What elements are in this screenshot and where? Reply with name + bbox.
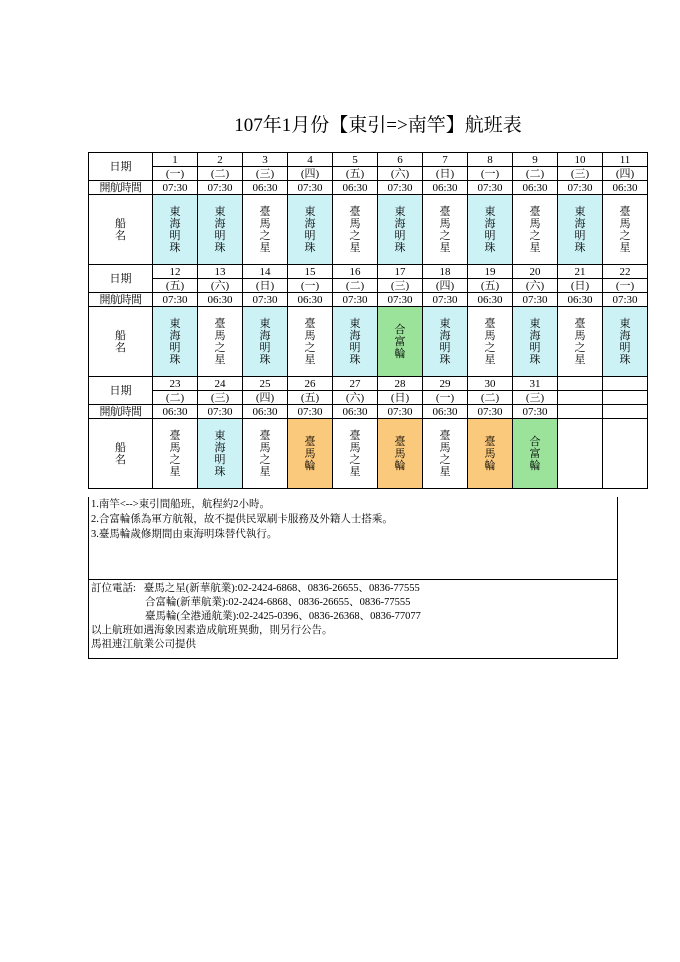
- weekday: (二): [468, 391, 513, 405]
- departure-label: 開航時間: [89, 293, 153, 307]
- ship-name: 臺 馬 輪: [378, 419, 423, 489]
- day-number: 24: [198, 377, 243, 391]
- ship-name: 合 富 輪: [513, 419, 558, 489]
- weekday: (日): [423, 167, 468, 181]
- day-number: 30: [468, 377, 513, 391]
- weekday: (三): [558, 167, 603, 181]
- day-number: 9: [513, 153, 558, 167]
- departure-time: 07:30: [378, 293, 423, 307]
- weekday: (六): [333, 391, 378, 405]
- date-label: 日期: [89, 265, 153, 293]
- weekday: [603, 391, 648, 405]
- departure-time: [558, 405, 603, 419]
- weekday: (三): [198, 391, 243, 405]
- day-number: 11: [603, 153, 648, 167]
- day-number: 21: [558, 265, 603, 279]
- departure-row: [89, 293, 648, 307]
- departure-time: 07:30: [468, 181, 513, 195]
- departure-label: 開航時間: [89, 405, 153, 419]
- day-number: 14: [243, 265, 288, 279]
- ship-name: 臺 馬 之 星: [558, 307, 603, 377]
- ship-name: 東 海 明 珠: [153, 307, 198, 377]
- weekday: (一): [423, 391, 468, 405]
- departure-time: 06:30: [558, 293, 603, 307]
- contact-line-3: 臺馬輪(全港通航業):02-2425-0396、0836-26368、0836-77077: [145, 611, 421, 622]
- departure-time: 07:30: [288, 181, 333, 195]
- contact-line-1: [91, 582, 617, 596]
- contact-label: 訂位電話:: [91, 583, 136, 594]
- ship-name: 臺 馬 之 星: [333, 419, 378, 489]
- departure-time: 07:30: [153, 181, 198, 195]
- departure-time: 07:30: [378, 405, 423, 419]
- footer-provider: 馬祖連江航業公司提供: [91, 639, 196, 650]
- weekday: (日): [378, 391, 423, 405]
- ship-row: [89, 195, 648, 265]
- departure-time: 06:30: [243, 181, 288, 195]
- day-number: 5: [333, 153, 378, 167]
- departure-time: 07:30: [513, 405, 558, 419]
- departure-time: 07:30: [513, 293, 558, 307]
- day-number: 29: [423, 377, 468, 391]
- day-number: 15: [288, 265, 333, 279]
- weekday: [558, 391, 603, 405]
- ship-row: [89, 419, 648, 489]
- footer-notice: 以上航班如遇海象因素造成航班異動，則另行公告。: [91, 625, 333, 636]
- departure-time: 07:30: [468, 405, 513, 419]
- date-row: [89, 153, 648, 167]
- departure-time: 06:30: [333, 405, 378, 419]
- day-number: 12: [153, 265, 198, 279]
- ship-name: 臺 馬 之 星: [243, 195, 288, 265]
- departure-time: 07:30: [378, 181, 423, 195]
- day-number: 4: [288, 153, 333, 167]
- ship-label: 船 名: [89, 195, 153, 265]
- ship-name: 臺 馬 輪: [288, 419, 333, 489]
- weekday: (五): [153, 279, 198, 293]
- ship-row: [89, 307, 648, 377]
- ship-name: 臺 馬 之 星: [603, 195, 648, 265]
- departure-time: 06:30: [288, 293, 333, 307]
- weekday: (六): [378, 167, 423, 181]
- departure-time: 07:30: [198, 405, 243, 419]
- departure-time: 07:30: [198, 181, 243, 195]
- departure-time: 06:30: [243, 405, 288, 419]
- ship-name: 臺 馬 之 星: [513, 195, 558, 265]
- departure-time: 07:30: [603, 293, 648, 307]
- ship-name: [558, 419, 603, 489]
- day-number: 25: [243, 377, 288, 391]
- ship-name: 臺 馬 之 星: [333, 195, 378, 265]
- weekday: (二): [153, 391, 198, 405]
- departure-label: 開航時間: [89, 181, 153, 195]
- weekday: (四): [243, 391, 288, 405]
- ship-name: 臺 馬 之 星: [423, 195, 468, 265]
- day-number: 2: [198, 153, 243, 167]
- ship-name: 臺 馬 之 星: [288, 307, 333, 377]
- date-row: [89, 265, 648, 279]
- ship-name: 臺 馬 輪: [468, 419, 513, 489]
- ship-name: [603, 419, 648, 489]
- day-number: 3: [243, 153, 288, 167]
- weekday: (六): [198, 279, 243, 293]
- departure-time: 06:30: [468, 293, 513, 307]
- day-number: 1: [153, 153, 198, 167]
- note-2: 2.合富輪係為軍方航報，故不提供民眾刷卡服務及外籍人士搭乘。: [91, 514, 393, 525]
- weekday-row: [89, 279, 648, 293]
- weekday: (一): [603, 279, 648, 293]
- day-number: [558, 377, 603, 391]
- ship-name: 東 海 明 珠: [603, 307, 648, 377]
- departure-time: 06:30: [333, 181, 378, 195]
- ship-name: 合 富 輪: [378, 307, 423, 377]
- departure-row: [89, 181, 648, 195]
- day-number: 18: [423, 265, 468, 279]
- weekday: (五): [333, 167, 378, 181]
- day-number: 7: [423, 153, 468, 167]
- departure-time: 06:30: [513, 181, 558, 195]
- weekday: (四): [603, 167, 648, 181]
- ship-name: 臺 馬 之 星: [468, 307, 513, 377]
- weekday: (五): [468, 279, 513, 293]
- departure-time: 06:30: [423, 181, 468, 195]
- weekday: (二): [333, 279, 378, 293]
- weekday: (三): [243, 167, 288, 181]
- ship-name: 東 海 明 珠: [153, 195, 198, 265]
- weekday: (二): [198, 167, 243, 181]
- weekday-row: [89, 391, 648, 405]
- day-number: 27: [333, 377, 378, 391]
- page-title: [0, 112, 680, 140]
- day-number: 23: [153, 377, 198, 391]
- day-number: 19: [468, 265, 513, 279]
- departure-time: 07:30: [558, 181, 603, 195]
- departure-time: 06:30: [423, 405, 468, 419]
- departure-time: 06:30: [153, 405, 198, 419]
- day-number: 28: [378, 377, 423, 391]
- departure-time: 06:30: [603, 181, 648, 195]
- day-number: 17: [378, 265, 423, 279]
- ship-name: 東 海 明 珠: [558, 195, 603, 265]
- weekday: (一): [468, 167, 513, 181]
- schedule-table: [88, 152, 648, 489]
- contact-line-2: 合富輪(新華航業):02-2424-6868、0836-26655、0836-77555: [145, 597, 411, 608]
- ship-name: 東 海 明 珠: [288, 195, 333, 265]
- ship-label: 船 名: [89, 419, 153, 489]
- contact-phone: 臺馬之星(新華航業):02-2424-6868、0836-26655、0836-77555: [143, 583, 420, 594]
- departure-time: 06:30: [198, 293, 243, 307]
- departure-time: 07:30: [243, 293, 288, 307]
- contact-section: [88, 579, 618, 659]
- date-row: [89, 377, 648, 391]
- weekday: (日): [243, 279, 288, 293]
- day-number: 8: [468, 153, 513, 167]
- day-number: 6: [378, 153, 423, 167]
- departure-time: 07:30: [333, 293, 378, 307]
- weekday: (四): [288, 167, 333, 181]
- weekday-row: [89, 167, 648, 181]
- ship-name: 東 海 明 珠: [468, 195, 513, 265]
- weekday: (五): [288, 391, 333, 405]
- ship-name: 臺 馬 之 星: [153, 419, 198, 489]
- departure-time: [603, 405, 648, 419]
- weekday: (三): [513, 391, 558, 405]
- day-number: 22: [603, 265, 648, 279]
- ship-name: 臺 馬 之 星: [423, 419, 468, 489]
- weekday: (三): [378, 279, 423, 293]
- weekday: (一): [288, 279, 333, 293]
- departure-time: 07:30: [153, 293, 198, 307]
- weekday: (六): [513, 279, 558, 293]
- weekday: (二): [513, 167, 558, 181]
- ship-name: 臺 馬 之 星: [198, 307, 243, 377]
- date-label: 日期: [89, 377, 153, 405]
- day-number: 26: [288, 377, 333, 391]
- notes-section: [88, 497, 618, 580]
- ship-label: 船 名: [89, 307, 153, 377]
- ship-name: 東 海 明 珠: [243, 307, 288, 377]
- weekday: (一): [153, 167, 198, 181]
- departure-time: 07:30: [423, 293, 468, 307]
- day-number: 20: [513, 265, 558, 279]
- day-number: 13: [198, 265, 243, 279]
- day-number: [603, 377, 648, 391]
- ship-name: 東 海 明 珠: [198, 419, 243, 489]
- day-number: 31: [513, 377, 558, 391]
- ship-name: 東 海 明 珠: [378, 195, 423, 265]
- ship-name: 臺 馬 之 星: [243, 419, 288, 489]
- departure-row: [89, 405, 648, 419]
- ship-name: 東 海 明 珠: [198, 195, 243, 265]
- day-number: 10: [558, 153, 603, 167]
- weekday: (日): [558, 279, 603, 293]
- ship-name: 東 海 明 珠: [423, 307, 468, 377]
- day-number: 16: [333, 265, 378, 279]
- ship-name: 東 海 明 珠: [513, 307, 558, 377]
- date-label: 日期: [89, 153, 153, 181]
- ship-name: 東 海 明 珠: [333, 307, 378, 377]
- note-1: 1.南竿<-->東引間船班，航程約2小時。: [91, 499, 270, 510]
- weekday: (四): [423, 279, 468, 293]
- title-text: 107年1月份【東引=>南竿】航班表: [234, 115, 522, 136]
- note-3: 3.臺馬輪歲修期間由東海明珠替代執行。: [91, 529, 278, 540]
- departure-time: 07:30: [288, 405, 333, 419]
